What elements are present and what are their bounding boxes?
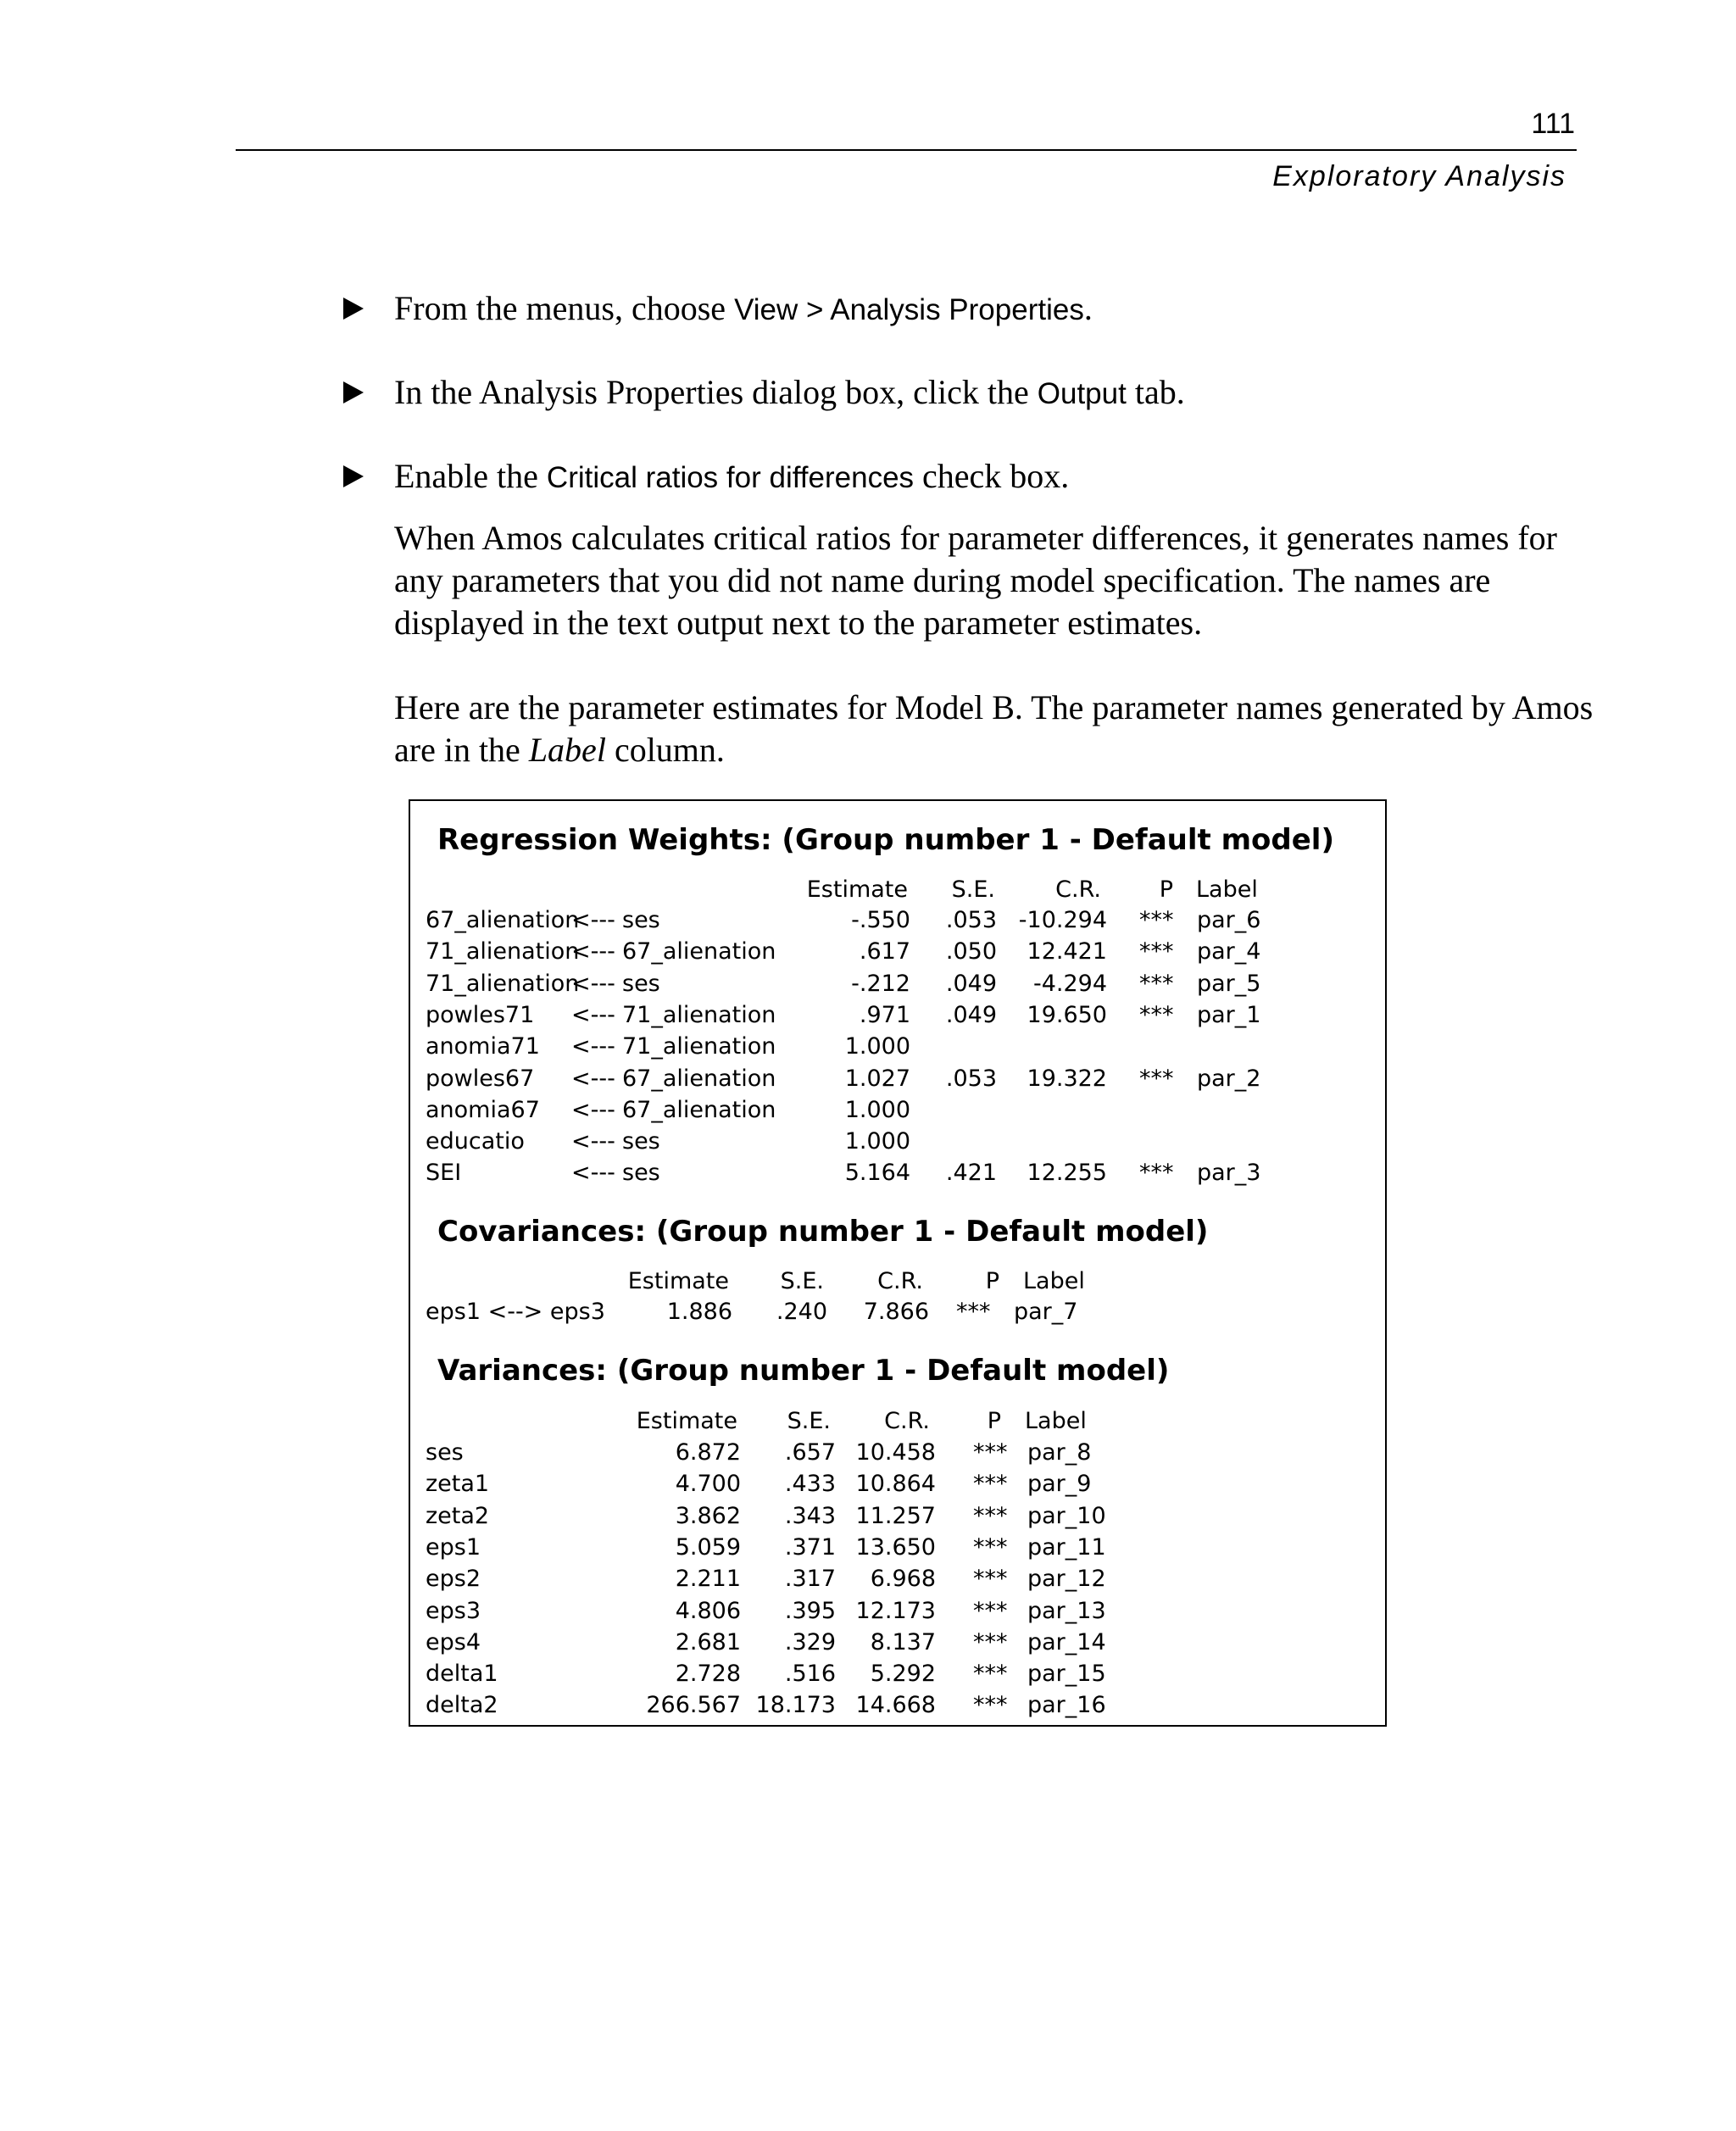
amos-output-panel (409, 799, 1387, 1727)
cell-estimate: 2.211 (675, 1566, 741, 1593)
cell-parameter: eps1 (426, 1533, 481, 1561)
cell-se: .240 (776, 1299, 827, 1325)
cell-p: *** (973, 1439, 1008, 1466)
cell-cr: 5.292 (870, 1661, 936, 1688)
col-header-cr: C.R. (1055, 876, 1101, 903)
cell-se: .371 (784, 1533, 836, 1561)
col-header-estimate: Estimate (627, 1268, 729, 1294)
cell-cr: 13.650 (855, 1533, 936, 1561)
cell-parameter: delta1 (426, 1661, 498, 1688)
step-text: From the menus, choose (394, 289, 735, 327)
col-header-p: P (985, 1268, 999, 1294)
cell-dependent: educatio (426, 1128, 525, 1155)
cell-arrow: <--- (571, 1033, 615, 1060)
step-text: tab. (1126, 373, 1185, 411)
col-header-p: P (987, 1408, 1001, 1434)
cell-p: *** (956, 1299, 991, 1325)
cell-predictor: 67_alienation (622, 1065, 776, 1092)
paragraph-estimates-intro (394, 687, 1598, 771)
col-header-label: Label (1023, 1268, 1085, 1294)
header-rule (236, 149, 1577, 151)
cell-label: par_12 (1027, 1566, 1106, 1593)
cell-estimate: 1.000 (844, 1128, 910, 1155)
cell-se: .395 (784, 1597, 836, 1624)
regression-weights-title: Regression Weights: (Group number 1 - Default model) (437, 823, 1334, 857)
cell-arrow: <--- (571, 938, 615, 965)
col-header-label: Label (1196, 876, 1258, 903)
cell-estimate: 2.681 (675, 1628, 741, 1655)
cell-p: *** (973, 1692, 1008, 1719)
step-2 (394, 371, 1185, 415)
cell-arrow: <--- (571, 1128, 615, 1155)
cell-label: par_11 (1027, 1533, 1106, 1561)
cell-parameter: zeta2 (426, 1502, 490, 1529)
cell-parameter: eps2 (426, 1566, 481, 1593)
step-bullet-icon (343, 465, 364, 487)
cell-se: .317 (784, 1566, 836, 1593)
cell-arrow: <--- (571, 1096, 615, 1123)
cell-p: *** (1139, 907, 1174, 933)
step-bullet-icon (343, 381, 364, 403)
cell-se: .053 (945, 907, 997, 933)
cell-p: *** (1139, 1160, 1174, 1187)
cell-estimate: 2.728 (675, 1661, 741, 1688)
cell-label: par_10 (1027, 1502, 1106, 1529)
cell-se: .516 (784, 1661, 836, 1688)
cell-p: *** (973, 1661, 1008, 1688)
cell-p: *** (973, 1502, 1008, 1529)
col-header-label: Label (1025, 1408, 1087, 1434)
col-header-se: S.E. (951, 876, 995, 903)
cell-predictor: 67_alienation (622, 1096, 776, 1123)
cell-predictor: ses (622, 970, 660, 997)
checkbox-name: Critical ratios for differences (546, 461, 915, 494)
col-header-se: S.E. (780, 1268, 824, 1294)
cell-se: .053 (945, 1065, 997, 1092)
cell-dependent: anomia67 (426, 1096, 540, 1123)
cell-label: par_9 (1027, 1471, 1092, 1498)
cell-p: *** (973, 1597, 1008, 1624)
cell-estimate: 5.164 (844, 1160, 910, 1187)
cell-label: par_3 (1197, 1160, 1261, 1187)
cell-se: .421 (945, 1160, 997, 1187)
step-text: Enable the (394, 457, 547, 495)
cell-estimate: 5.059 (675, 1533, 741, 1561)
label-emphasis: Label (528, 731, 606, 769)
cell-label: par_4 (1197, 938, 1261, 965)
cell-cr: 10.458 (855, 1439, 936, 1466)
cell-estimate: .971 (859, 1001, 910, 1028)
cell-estimate: 1.000 (844, 1033, 910, 1060)
cell-se: .329 (784, 1628, 836, 1655)
variances-title: Variances: (Group number 1 - Default model) (437, 1354, 1170, 1388)
cell-label: par_6 (1197, 907, 1261, 933)
cell-predictor: ses (622, 907, 660, 933)
cell-label: par_14 (1027, 1628, 1106, 1655)
cell-cr: 14.668 (855, 1692, 936, 1719)
cell-estimate: 1.886 (666, 1299, 732, 1325)
cell-estimate: -.212 (851, 970, 910, 997)
cell-cr: 19.322 (1027, 1065, 1107, 1092)
step-text: check box. (914, 457, 1070, 495)
cell-se: .049 (945, 1001, 997, 1028)
cell-label: par_15 (1027, 1661, 1106, 1688)
col-header-estimate: Estimate (636, 1408, 737, 1434)
cell-label: par_13 (1027, 1597, 1106, 1624)
cell-se: .343 (784, 1502, 836, 1529)
cell-p: *** (1139, 938, 1174, 965)
cell-estimate: 4.806 (675, 1597, 741, 1624)
cell-label: par_5 (1197, 970, 1261, 997)
cell-dependent: 71_alienation (426, 938, 580, 965)
cell-predictor: 67_alienation (622, 938, 776, 965)
cell-p: *** (973, 1566, 1008, 1593)
cell-parameter: delta2 (426, 1692, 498, 1719)
cell-dependent: 67_alienation (426, 907, 580, 933)
cell-parameter: ses (426, 1439, 464, 1466)
cell-label: par_7 (1014, 1299, 1078, 1325)
paragraph-text: Here are the parameter estimates for Model B. The parameter names generated by Amos are in the (394, 688, 1594, 769)
cell-cr: -4.294 (1032, 970, 1107, 997)
step-3 (394, 455, 1069, 499)
menu-path: View > Analysis Properties (734, 293, 1084, 326)
cell-dependent: SEI (426, 1160, 462, 1187)
cell-estimate: .617 (859, 938, 910, 965)
cell-cr: -10.294 (1018, 907, 1107, 933)
paragraph-text: column. (605, 731, 725, 769)
running-head: Exploratory Analysis (1272, 160, 1566, 192)
cell-se: .049 (945, 970, 997, 997)
cell-estimate: 3.862 (675, 1502, 741, 1529)
cell-p: *** (973, 1533, 1008, 1561)
cell-se: .050 (945, 938, 997, 965)
cell-predictor: 71_alienation (622, 1001, 776, 1028)
cell-p: *** (1139, 970, 1174, 997)
cell-cr: 10.864 (855, 1471, 936, 1498)
cell-arrow: <--- (571, 1065, 615, 1092)
cell-parameter: eps4 (426, 1628, 481, 1655)
col-header-se: S.E. (787, 1408, 831, 1434)
cell-p: *** (973, 1471, 1008, 1498)
cell-cr: 12.255 (1027, 1160, 1107, 1187)
cell-label: par_8 (1027, 1439, 1092, 1466)
cell-cr: 6.968 (870, 1566, 936, 1593)
page-number: 111 (1531, 108, 1575, 140)
cell-parameter: eps1 <--> eps3 (426, 1299, 605, 1325)
cell-arrow: <--- (571, 907, 615, 933)
covariances-title: Covariances: (Group number 1 - Default model) (437, 1215, 1209, 1249)
cell-arrow: <--- (571, 1001, 615, 1028)
cell-dependent: anomia71 (426, 1033, 540, 1060)
cell-cr: 11.257 (855, 1502, 936, 1529)
cell-estimate: 1.027 (844, 1065, 910, 1092)
cell-predictor: 71_alienation (622, 1033, 776, 1060)
step-1 (394, 287, 1093, 331)
cell-dependent: 71_alienation (426, 970, 580, 997)
cell-se: .657 (784, 1439, 836, 1466)
cell-cr: 12.421 (1027, 938, 1107, 965)
tab-name: Output (1037, 377, 1127, 410)
cell-arrow: <--- (571, 970, 615, 997)
cell-predictor: ses (622, 1160, 660, 1187)
cell-label: par_1 (1197, 1001, 1261, 1028)
paragraph-critical-ratios: When Amos calculates critical ratios for parameter differences, it generates names for any parameters that you did not name during model specification. The names are displayed in the text output next to the parameter estimates. (394, 519, 1557, 642)
cell-estimate: -.550 (851, 907, 910, 933)
cell-parameter: zeta1 (426, 1471, 490, 1498)
cell-p: *** (1139, 1001, 1174, 1028)
step-bullet-icon (343, 298, 364, 320)
cell-label: par_2 (1197, 1065, 1261, 1092)
cell-se: 18.173 (755, 1692, 836, 1719)
col-header-cr: C.R. (884, 1408, 930, 1434)
cell-cr: 7.866 (863, 1299, 929, 1325)
cell-label: par_16 (1027, 1692, 1106, 1719)
cell-estimate: 6.872 (675, 1439, 741, 1466)
cell-estimate: 266.567 (646, 1692, 741, 1719)
cell-cr: 12.173 (855, 1597, 936, 1624)
cell-se: .433 (784, 1471, 836, 1498)
cell-estimate: 4.700 (675, 1471, 741, 1498)
cell-predictor: ses (622, 1128, 660, 1155)
cell-dependent: powles71 (426, 1001, 535, 1028)
cell-dependent: powles67 (426, 1065, 535, 1092)
col-header-cr: C.R. (877, 1268, 923, 1294)
col-header-estimate: Estimate (806, 876, 908, 903)
cell-p: *** (973, 1628, 1008, 1655)
cell-arrow: <--- (571, 1160, 615, 1187)
cell-cr: 19.650 (1027, 1001, 1107, 1028)
cell-parameter: eps3 (426, 1597, 481, 1624)
cell-p: *** (1139, 1065, 1174, 1092)
cell-cr: 8.137 (870, 1628, 936, 1655)
col-header-p: P (1159, 876, 1173, 903)
cell-estimate: 1.000 (844, 1096, 910, 1123)
step-text: . (1083, 289, 1093, 327)
step-text: In the Analysis Properties dialog box, click the (394, 373, 1038, 411)
